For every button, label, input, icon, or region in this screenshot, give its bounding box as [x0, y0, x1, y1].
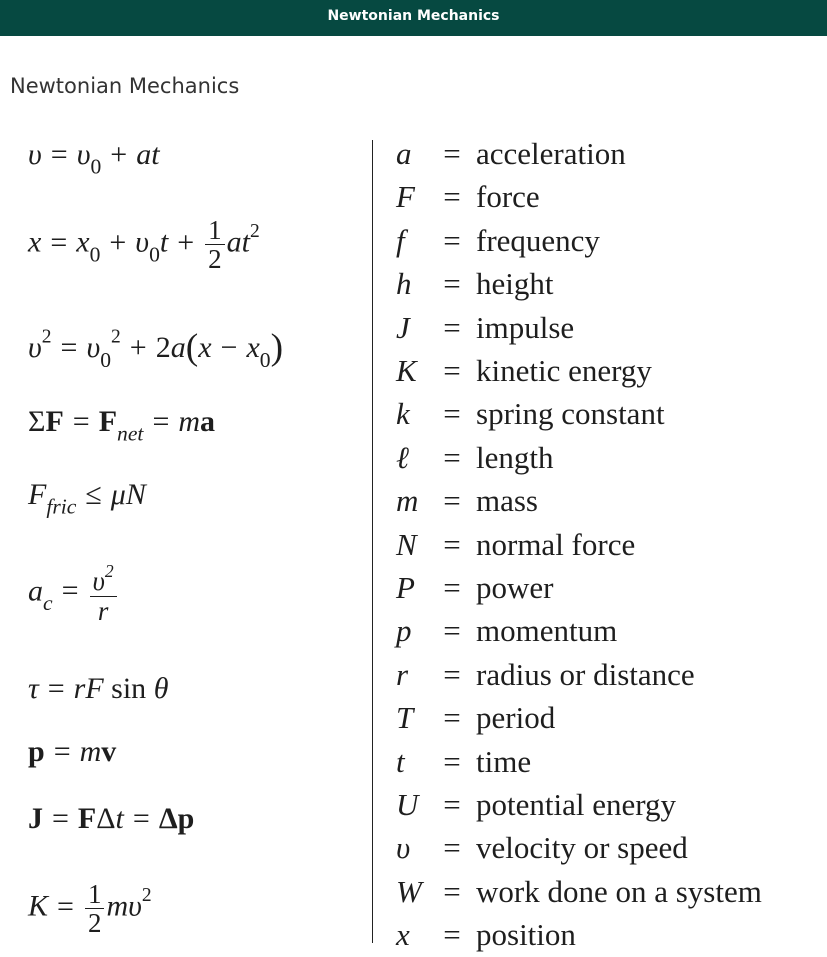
equation-velocity: [28, 138, 160, 180]
equals-sign: =: [443, 830, 461, 866]
variable-description: spring constant: [476, 396, 665, 432]
variable-description: impulse: [476, 309, 575, 345]
equation-term: 2: [111, 326, 121, 348]
variable-description: kinetic energy: [476, 353, 652, 388]
variable-symbol: x: [396, 917, 410, 953]
equation-term: +: [110, 138, 128, 171]
equation-term: F: [45, 405, 64, 438]
equation-term: v: [101, 735, 117, 768]
page-header: [0, 0, 827, 36]
equation-term: m: [178, 405, 201, 438]
equation-term: r: [97, 595, 109, 626]
equation-term: ≤: [85, 478, 102, 511]
variable-description: time: [476, 743, 532, 779]
variable-description: potential energy: [476, 787, 677, 822]
equation-term: sin: [111, 672, 147, 705]
equation-kinetic-energy: [28, 880, 152, 938]
equation-term: 2: [155, 331, 171, 365]
equation-term: at: [226, 225, 250, 259]
equation-term: υ: [28, 138, 42, 171]
equation-term: t: [159, 225, 169, 259]
equation-term: =: [53, 735, 71, 768]
equation-term: a: [28, 574, 43, 608]
equation-term: [90, 562, 117, 597]
equals-sign: =: [443, 266, 461, 302]
variable-description: acceleration: [476, 136, 626, 171]
variable-description: momentum: [476, 613, 618, 649]
equals-sign: =: [443, 222, 461, 258]
equation-term: υ: [86, 331, 101, 365]
equation-impulse: [28, 802, 194, 836]
variable-description: radius or distance: [476, 656, 695, 692]
equation-term: =: [50, 138, 68, 171]
variable-symbol: p: [396, 613, 412, 649]
variable-description: normal force: [476, 526, 636, 562]
equation-term: −: [220, 331, 238, 365]
equation-term: F: [28, 478, 47, 511]
variable-description: length: [476, 439, 554, 475]
equation-term: τ: [28, 672, 39, 705]
equals-sign: =: [443, 873, 461, 909]
equation-term: =: [57, 889, 74, 923]
equals-sign: =: [443, 743, 461, 779]
equation-term: 1: [85, 880, 105, 909]
equation-term: c: [43, 591, 53, 616]
equation-term: at: [136, 138, 160, 171]
equation-term: m: [79, 735, 102, 768]
variable-symbol: k: [396, 396, 410, 432]
equation-term: =: [52, 802, 69, 835]
variable-description: height: [476, 266, 554, 302]
column-divider: [372, 140, 373, 943]
equation-term: mυ: [106, 889, 142, 923]
variable-symbol: r: [396, 656, 409, 692]
equation-term: a: [170, 331, 186, 365]
variable-symbol: m: [396, 483, 419, 519]
equation-velocity-squared: [28, 326, 283, 373]
equation-term: a: [200, 405, 216, 438]
equation-term: x: [28, 225, 42, 259]
equation-term: =: [152, 405, 170, 438]
equation-term: =: [72, 405, 90, 438]
equation-momentum: [28, 735, 116, 769]
equation-term: fric: [46, 494, 77, 519]
equation-term: 2: [87, 908, 102, 939]
equation-term: +: [129, 331, 147, 365]
equation-term: Σ: [28, 405, 46, 438]
fraction-one-half: [205, 216, 225, 274]
equation-term: 2: [141, 885, 152, 907]
equation-term: =: [47, 672, 65, 705]
equals-sign: =: [443, 439, 461, 475]
equation-term: 2: [41, 326, 52, 348]
equals-sign: =: [443, 353, 461, 388]
variable-symbol: P: [396, 570, 415, 605]
equation-term: net: [117, 421, 144, 446]
variable-symbol: f: [396, 222, 405, 258]
equals-sign: =: [443, 917, 461, 953]
variable-symbol: N: [396, 526, 417, 562]
equation-term: 0: [149, 242, 160, 267]
equation-term: 1: [205, 216, 225, 245]
equals-sign: =: [443, 483, 461, 519]
equation-term: υ: [28, 331, 42, 365]
equation-term: J: [28, 802, 43, 835]
equation-term: =: [60, 331, 78, 365]
equation-term: υ: [76, 138, 91, 171]
equation-term: 0: [90, 154, 102, 179]
equation-term: ): [270, 327, 284, 368]
equation-torque: [28, 672, 168, 706]
equals-sign: =: [443, 309, 461, 345]
variable-description: work done on a system: [476, 873, 762, 909]
fraction-one-half: [85, 880, 105, 938]
variable-description: position: [476, 917, 576, 953]
equation-term: =: [61, 574, 79, 608]
equation-term: υ: [92, 566, 105, 597]
equation-term: F: [98, 405, 118, 438]
equation-centripetal: [28, 562, 119, 625]
equation-term: μN: [110, 478, 146, 511]
equation-term: 0: [89, 242, 101, 267]
variable-symbol: F: [396, 179, 415, 215]
equation-term: =: [132, 802, 150, 835]
equation-term: Δ: [96, 802, 116, 835]
equation-term: +: [109, 225, 127, 259]
equation-term: 0: [259, 347, 271, 372]
equation-term: x: [246, 331, 260, 365]
variable-symbol: h: [396, 266, 412, 302]
variable-symbol: T: [396, 700, 414, 736]
variable-symbol: υ: [396, 830, 411, 866]
equation-term: x: [76, 225, 90, 259]
equation-term: 2: [104, 561, 114, 581]
section-heading: Newtonian Mechanics: [10, 74, 240, 98]
variable-symbol: U: [396, 787, 419, 822]
variable-symbol: ℓ: [396, 439, 409, 475]
equals-sign: =: [443, 700, 461, 736]
equation-term: =: [50, 225, 68, 259]
variable-symbol: t: [396, 743, 405, 779]
variable-symbol: J: [396, 309, 410, 345]
variable-symbol: W: [396, 873, 422, 909]
equation-term: p: [28, 735, 45, 768]
equation-position: [28, 216, 260, 274]
equals-sign: =: [443, 526, 461, 562]
variable-description: mass: [476, 483, 538, 519]
equation-term: rF: [73, 672, 104, 705]
equals-sign: =: [443, 136, 461, 171]
equation-term: 0: [100, 347, 112, 372]
equals-sign: =: [443, 613, 461, 649]
variable-description: power: [476, 570, 554, 605]
equation-term: t: [115, 802, 124, 835]
variable-description: velocity or speed: [476, 830, 688, 866]
variable-description: force: [476, 179, 540, 215]
equation-term: K: [28, 889, 49, 923]
equation-term: 2: [249, 221, 260, 243]
fraction-v-squared-over-r: [90, 562, 117, 625]
equation-term: υ: [135, 225, 150, 259]
variable-description: frequency: [476, 222, 600, 258]
variable-description: period: [476, 700, 556, 736]
equals-sign: =: [443, 656, 461, 692]
equals-sign: =: [443, 396, 461, 432]
header-title: Newtonian Mechanics: [327, 8, 500, 24]
equation-term: x: [198, 331, 212, 365]
equation-term: F: [77, 802, 97, 835]
equation-term: 2: [208, 244, 222, 275]
equation-term: (: [185, 327, 199, 368]
variable-symbol: a: [396, 136, 412, 171]
equals-sign: =: [443, 570, 461, 605]
equation-newton-second-law: [28, 405, 215, 447]
equation-friction: [28, 478, 146, 520]
equation-term: θ: [153, 672, 169, 705]
equals-sign: =: [443, 787, 461, 822]
variable-symbol: K: [396, 353, 417, 388]
equation-term: Δp: [158, 802, 195, 835]
equals-sign: =: [443, 179, 461, 215]
equation-term: +: [177, 225, 195, 259]
